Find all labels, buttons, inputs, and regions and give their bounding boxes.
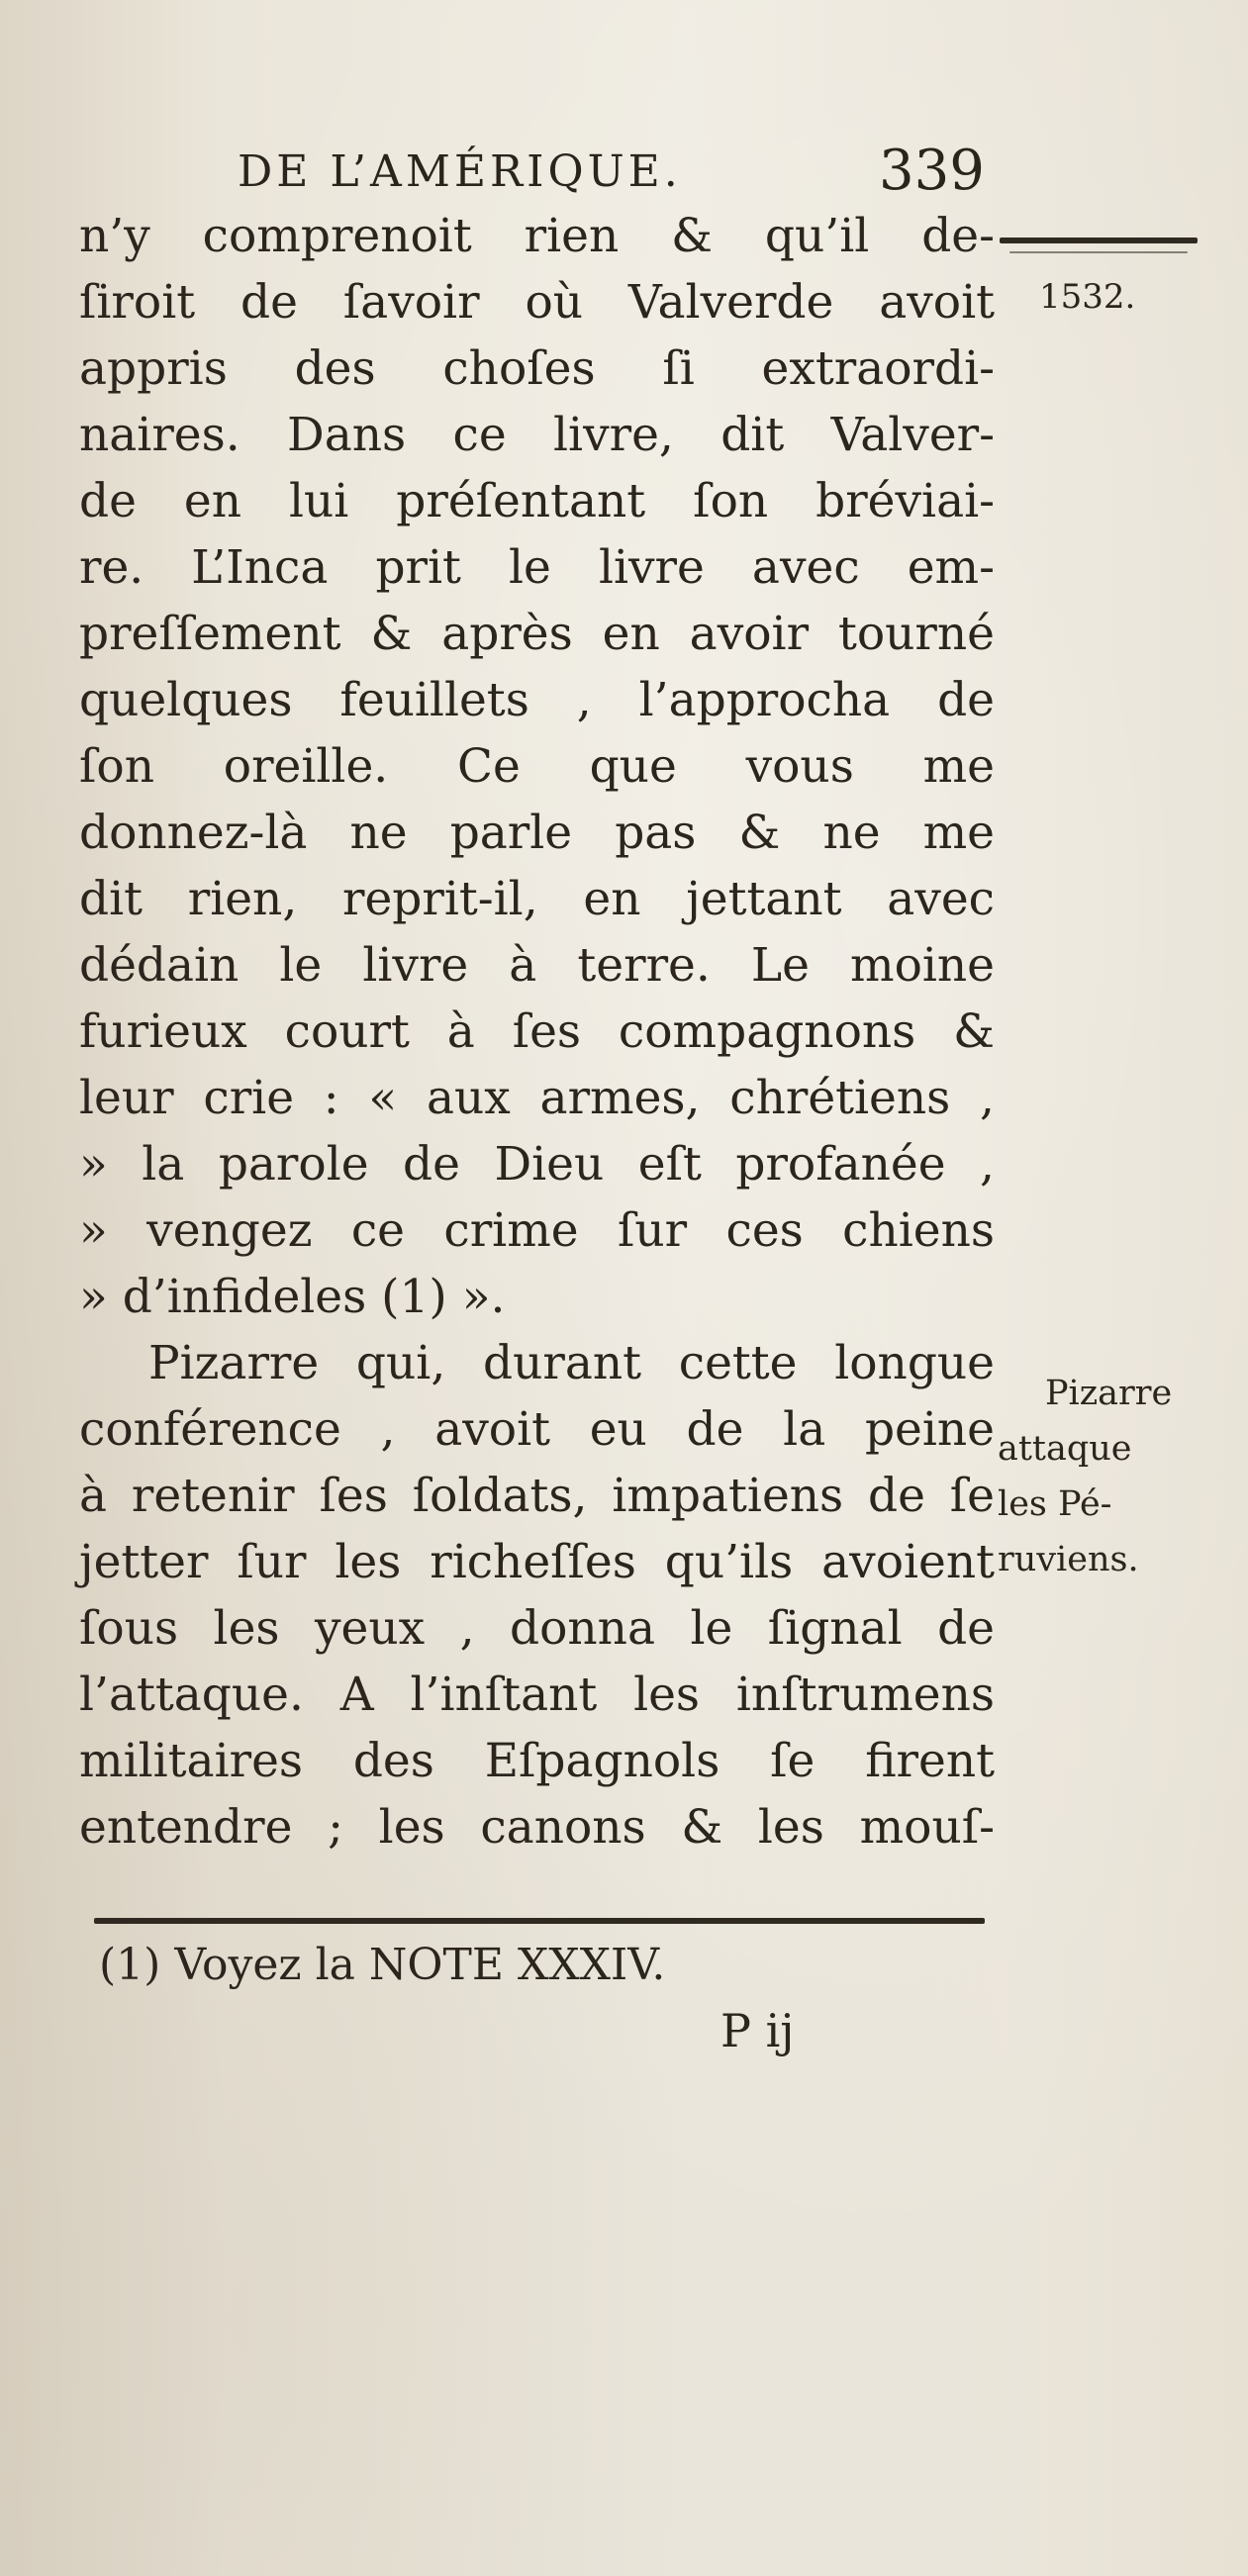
text-line: conférence , avoit eu de la peine [79, 1402, 995, 1457]
text-line: ſiroit de ſavoir où Valverde avoit [79, 275, 995, 330]
text-line: furieux court à ſes compagnons & [79, 1004, 995, 1059]
text-line: preſſement & après en avoir tourné [79, 607, 995, 661]
text-line: ſon oreille. Ce que vous me [79, 739, 995, 794]
text-line: » la parole de Dieu eſt profanée , [79, 1137, 995, 1192]
text-line: naires. Dans ce livre, dit Valver- [79, 408, 995, 462]
margin-note-line: Pizarre [1045, 1374, 1173, 1413]
running-title: DE L’AMÉRIQUE. [238, 146, 682, 197]
paragraph-start-line: Pizarre qui, durant cette longue [148, 1336, 995, 1390]
text-line: l’attaque. A l’inſtant les inſtrumens [79, 1668, 995, 1722]
footnote: (1) Voyez la NOTE XXXIV. [99, 1940, 666, 1990]
page-number: 339 [879, 139, 985, 203]
margin-rule [1000, 238, 1198, 243]
margin-rule-thin [1009, 251, 1188, 253]
running-head [79, 137, 990, 206]
text-line: leur crie : « aux armes, chrétiens , [79, 1071, 995, 1125]
text-line: ſous les yeux , donna le ſignal de [79, 1601, 995, 1656]
text-line: quelques feuillets , l’approcha de [79, 673, 995, 727]
footnote-rule [94, 1918, 985, 1924]
text-line: dédain le livre à terre. Le moine [79, 938, 995, 993]
text-line: à retenir ſes ſoldats, impatiens de ſe [79, 1469, 995, 1523]
text-line: dit rien, reprit-il, en jettant avec [79, 872, 995, 926]
text-line: entendre ; les canons & les mouſ- [79, 1800, 995, 1855]
text-line: de en lui préſentant ſon bréviai- [79, 474, 995, 528]
margin-note-line: les Pé- [998, 1484, 1112, 1524]
body-text [79, 203, 995, 1860]
text-line: jetter ſur les richeſſes qu’ils avoient [79, 1535, 995, 1589]
text-line: n’y comprenoit rien & qu’il de- [79, 209, 995, 263]
text-line: donnez-là ne parle pas & ne me [79, 806, 995, 860]
text-line: » vengez ce crime ſur ces chiens [79, 1203, 995, 1258]
text-line: militaires des Eſpagnols ſe firent [79, 1734, 995, 1788]
signature-mark: P ij [720, 2004, 795, 2057]
text-line: » d’infideles (1) ». [79, 1270, 506, 1324]
margin-note [998, 1366, 1225, 1587]
margin-year: 1532. [1039, 277, 1136, 317]
text-line: re. L’Inca prit le livre avec em- [79, 540, 995, 595]
text-line: appris des choſes ſi extraordi- [79, 341, 995, 396]
margin-note-line: attaque [998, 1429, 1132, 1469]
margin-note-line: ruviens. [998, 1540, 1139, 1579]
